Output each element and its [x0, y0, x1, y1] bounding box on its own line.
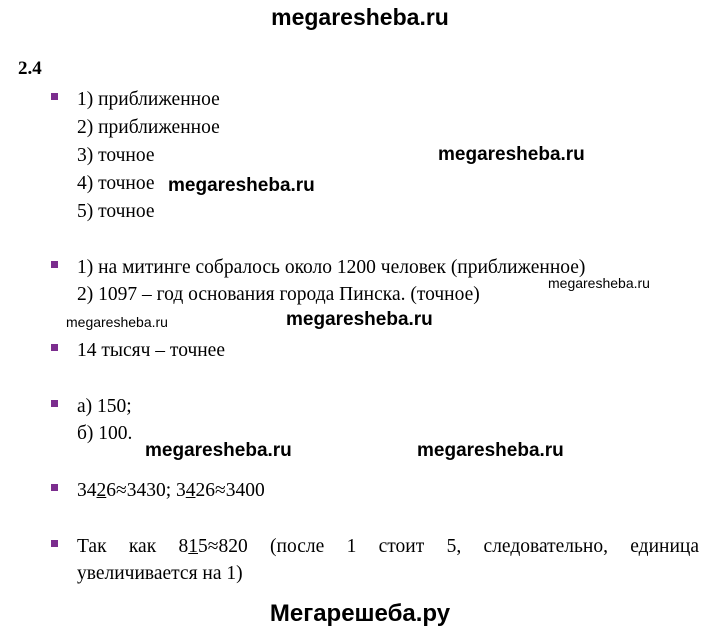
site-header: megaresheba.ru [271, 4, 449, 30]
text-part: 26≈3400 [195, 480, 265, 501]
answer-line: 2) приближенное [77, 117, 220, 138]
bullet-marker [51, 484, 58, 491]
watermark: megaresheba.ru [438, 144, 585, 165]
watermark: megaresheba.ru [168, 175, 315, 196]
underlined-digit: 2 [96, 480, 107, 501]
bullet-marker [51, 344, 58, 351]
answer-line: 3) точное [77, 145, 155, 166]
answer-line: а) 150; [77, 396, 132, 417]
watermark: megaresheba.ru [417, 440, 564, 461]
text-part: 6≈3430; 3 [106, 480, 186, 501]
site-footer: Мегарешеба.ру [269, 600, 451, 627]
bullet-marker [51, 261, 58, 268]
answer-line [77, 481, 265, 501]
answer-line: б) 100. [77, 423, 133, 444]
answer-line: 1) на митинге собралось около 1200 человек (приближенное) [77, 257, 586, 278]
answer-line: 4) точное [77, 173, 155, 194]
text-part: 34 [77, 480, 97, 501]
bullet-marker [51, 540, 58, 547]
answer-line [77, 537, 699, 557]
watermark: megaresheba.ru [66, 314, 168, 330]
watermark: megaresheba.ru [145, 440, 292, 461]
underlined-digit: 4 [185, 480, 196, 501]
underlined-digit: 1 [188, 536, 199, 557]
watermark: megaresheba.ru [548, 275, 650, 291]
bullet-marker [51, 400, 58, 407]
watermark: megaresheba.ru [286, 309, 433, 330]
text-part: 5≈820 (после 1 стоит 5, следовательно, единица [198, 536, 699, 557]
answer-line: увеличивается на 1) [77, 563, 243, 584]
bullet-marker [51, 93, 58, 100]
task-number: 2.4 [18, 58, 42, 79]
answer-line: 2) 1097 – год основания города Пинска. (точное) [77, 284, 480, 305]
text-part: Так как 8 [77, 536, 189, 557]
answer-line: 14 тысяч – точнее [77, 340, 225, 361]
answer-line: 1) приближенное [77, 89, 220, 110]
answer-line: 5) точное [77, 201, 155, 222]
